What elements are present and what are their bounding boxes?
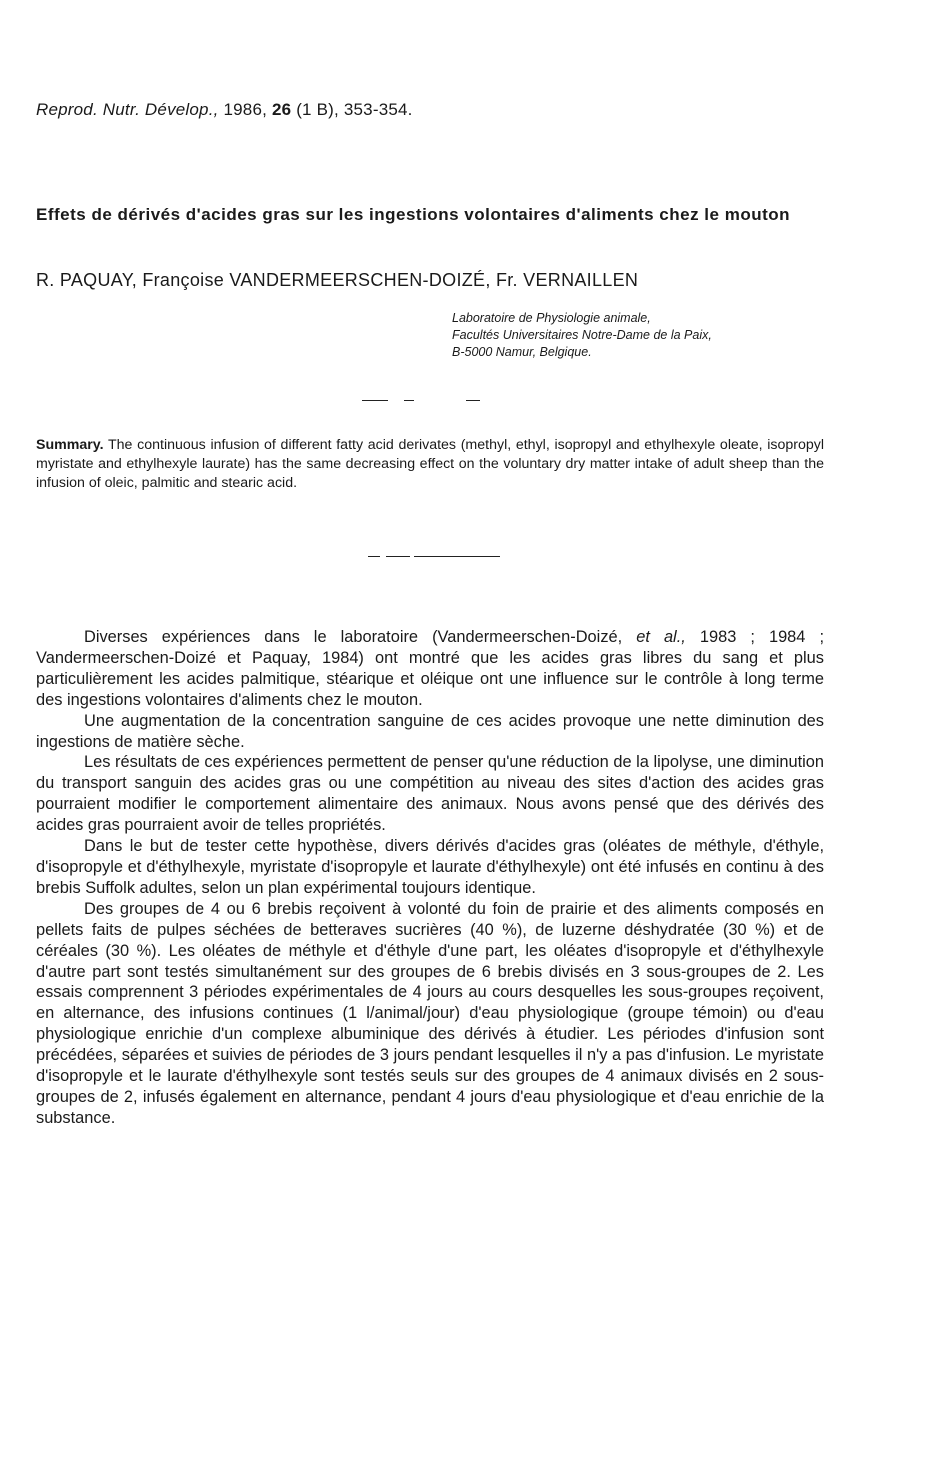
body-text-run: Diverses expériences dans le laboratoire (Vandermeerschen-Doizé, bbox=[84, 628, 637, 646]
body-text-run: 1983 ; 1984 ; Vandermeerschen-Doizé et Paquay, 1984) ont montré que les acides gras libres du sang et plus particulièrement les acides palmitique, stéarique et oléique ont une influence sur le contrôle à long terme des ingestions volontaires d'aliments chez le mouton. bbox=[36, 628, 825, 709]
summary-label: Summary. bbox=[36, 437, 104, 453]
author-list: R. PAQUAY, Françoise VANDERMEERSCHEN-DOIZÉ, Fr. VERNAILLEN bbox=[36, 270, 639, 290]
affiliation-line: Facultés Universitaires Notre-Dame de la Paix, bbox=[452, 328, 712, 342]
section-divider bbox=[368, 556, 502, 560]
body-paragraph: Une augmentation de la concentration sanguine de ces acides provoque une nette diminution des ingestions de matière sèche. bbox=[36, 711, 824, 751]
journal-name: Reprod. Nutr. Dévelop., bbox=[36, 100, 219, 119]
body-text-run: et al., bbox=[636, 628, 686, 646]
summary-text: The continuous infusion of different fatty acid derivates (methyl, ethyl, isopropyl and ethylhexyle oleate, isopropyl myristate and ethylhexyle laurate) has the same decreasing effect on the voluntary dry matter intake of adult sheep than the infusion of oleic, palmitic and stearic acid. bbox=[36, 437, 824, 491]
journal-citation bbox=[36, 100, 413, 120]
citation-issue-pages: (1 B), 353-354. bbox=[291, 100, 413, 119]
body-paragraph: Les résultats de ces expériences permettent de penser qu'une réduction de la lipolyse, une diminution du transport sanguin des acides gras ou une compétition au niveau des sites d'action des acides gras pourraient modifier le comportement alimentaire des animaux. Nous avons pensé que des dérivés des acides gras pourraient avoir de telles propriétés. bbox=[36, 753, 824, 835]
body-paragraph: Des groupes de 4 ou 6 brebis reçoivent à volonté du foin de prairie et des aliments composés en pellets faits de pulpes séchées de betteraves sucrières (40 %), de luzerne déshydratée (30 %) et de céréales (30 %). Les oléates de méthyle et d'éthyle d'une part, les oléates d'isopropyle et d'éthylhexyle d'autre part sont testés simultanément sur des groupes de 6 brebis divisés en 3 sous-groupes de 2. Les essais comprennent 3 périodes expérimentales de 4 jours au cours desquelles les sous-groupes reçoivent, en alternance, des infusions continues (1 l/animal/jour) d'eau physiologique (groupe témoin) ou d'eau physiologique enrichie d'un complexe albuminique des dérivés à étudier. Les périodes d'infusion sont précédées, séparées et suivies de périodes de 3 jours pendant lesquelles il n'y a pas d'infusion. Le myristate d'isopropyle et le laurate d'éthylhexyle sont testés seuls sur des groupes de 4 animaux divisés en 2 sous-groupes de 2, infusés également en alternance, pendant 4 jours d'eau physiologique et d'eau enrichie de la substance. bbox=[36, 899, 824, 1127]
body-paragraph: Dans le but de tester cette hypothèse, divers dérivés d'acides gras (oléates de méthyle, d'éthyle, d'isopropyle et d'éthylhexyle, myristate d'isopropyle et laurate d'éthylhexyle) ont été infusés en continu à des brebis Suffolk adultes, selon un plan expérimental toujours identique. bbox=[36, 837, 824, 897]
citation-volume: 26 bbox=[271, 100, 292, 119]
citation-year: 1986, bbox=[218, 100, 272, 119]
body-text bbox=[36, 627, 824, 1129]
body-paragraph bbox=[36, 627, 824, 711]
affiliation-line: B-5000 Namur, Belgique. bbox=[452, 345, 592, 359]
section-divider bbox=[362, 400, 492, 404]
affiliation-block bbox=[452, 310, 712, 361]
affiliation-line: Laboratoire de Physiologie animale, bbox=[452, 311, 651, 325]
article-title: Effets de dérivés d'acides gras sur les ingestions volontaires d'aliments chez le mouton bbox=[36, 205, 791, 224]
summary-paragraph bbox=[36, 436, 824, 493]
